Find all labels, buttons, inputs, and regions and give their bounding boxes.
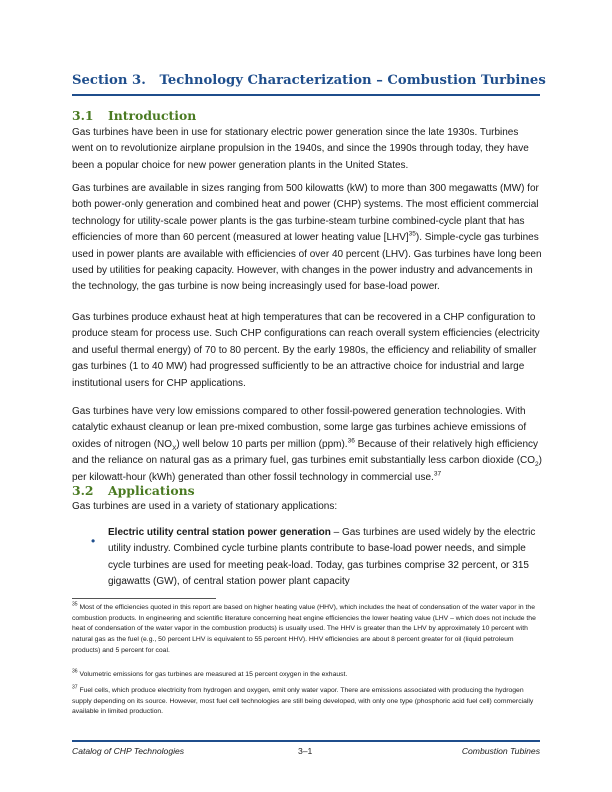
heading-number: 3.2 bbox=[72, 483, 94, 498]
section-title-rule bbox=[72, 94, 540, 96]
footer-chapter-title: Combustion Tubines bbox=[461, 746, 540, 756]
heading-number: 3.1 bbox=[72, 108, 94, 123]
section-title: Section 3. Technology Characterization – Combustion Turbines bbox=[72, 73, 546, 88]
footer-page-number: 3–1 bbox=[298, 746, 313, 756]
footer-document-title: Catalog of CHP Technologies bbox=[72, 746, 185, 756]
footnote-36: $^{36}$ Volumetric emissions for gas turbines are measured at 15 percent oxygen in the exhaust. bbox=[72, 668, 348, 678]
footer-rule bbox=[72, 740, 540, 742]
intro-paragraph-3: Gas turbines produce exhaust heat at high temperatures that can be recovered in a CHP configuration to produce steam for process use. Such CHP configurations can reach overall system efficiencies (electricity and useful thermal energy) of 70 to 80 percent. By the early 1980s, the efficiency and reliability of smaller gas turbines (1 to 40 MW) had progressed sufficiently to be an attractive choice for industrial and large institutional users for CHP applications. bbox=[72, 312, 540, 389]
footnote-35: $^{35}$ Most of the efficiencies quoted in this report are based on higher heating value (HHV), which includes the heat of condensation of the water vapor in the combustion products. In engineering and scientific literature concerning heat engine efficiencies the lower heating value (LHV – which does not include the heat of condensation of the water vapor in the combustion products) is usually used. The HHV is greater than the LHV by approximately 10 percent with natural gas as the fuel (e.g., 50 percent LHV is equivalent to 55 percent HHV). HHV efficiencies are about 8 percent greater for oil (liquid petroleum products) and 5 percent for coal. bbox=[72, 601, 536, 654]
footnote-ref-35[interactable]: 35 bbox=[408, 230, 416, 238]
bullet-lead: Electric utility central station power generation bbox=[108, 527, 331, 538]
heading-text: Applications bbox=[108, 483, 195, 498]
heading-introduction bbox=[72, 108, 542, 124]
bullet-dot-icon: • bbox=[91, 534, 96, 548]
footnote-37: $^{37}$ Fuel cells, which produce electricity from hydrogen and oxygen, emit only water vapor. There are emissions associated with producing the hydrogen supply depending on its source. However, most fuel cell technologies are still being developed, with only one type (phosphoric acid fuel cell) commercially available in limited production. bbox=[72, 684, 534, 716]
intro-paragraph-1: Gas turbines have been in use for stationary electric power generation since the late 1930s. Turbines went on to revolutionize airplane propulsion in the 1940s, and since the 1990s through today, they have been a popular choice for new power generation plants in the United States. bbox=[72, 127, 529, 171]
heading-applications bbox=[72, 483, 542, 499]
heading-text: Introduction bbox=[108, 108, 197, 123]
bullet-item-central-station: Electric utility central station power generation – Gas turbines are used widely by the electric utility industry. Combined cycle turbine plants contribute to base-load power needs, and simple cycle turbines are used for meeting peak-load. Today, gas turbines comprise 32 percent, or 315 gigawatts (GW), of central station power plant capacity bbox=[108, 527, 536, 588]
applications-paragraph-1: Gas turbines are used in a variety of stationary applications: bbox=[72, 501, 338, 512]
intro-paragraph-4: Gas turbines have very low emissions compared to other fossil-powered generation technologies. With catalytic exhaust cleanup or lean pre-mixed combustion, some large gas turbines achieve emissions of oxides of nitrogen $(NO_X)$ well below 10 parts per million (ppm).$^{36}$ Because of their relatively high efficiency and the reliance on natural gas as a primary fuel, gas turbines emit substantially less carbon dioxide $(CO_2)$ per kilowatt-hour (kWh) generated than other fossil technology in commercial use.$^{37}$ bbox=[72, 406, 542, 483]
footnote-ref-36[interactable]: 36 bbox=[347, 437, 355, 445]
footnote-separator bbox=[72, 598, 216, 599]
intro-paragraph-2: Gas turbines are available in sizes ranging from 500 kilowatts (kW) to more than 300 megawatts (MW) for both power-only generation and combined heat and power (CHP) systems. The most efficient commercial technology for utility-scale power plants is the gas turbine-steam turbine combined-cycle plant that has efficiencies of more than 60 percent (measured at lower heating value [LHV]$^{35}$). Simple-cycle gas turbines used in power plants are available with efficiencies of over 40 percent (LHV). Gas turbines have long been used by utilities for peaking capacity. However, with changes in the power industry and advancements in the technology, the gas turbine is now being increasingly used for base-load power. bbox=[72, 183, 542, 293]
footnote-ref-37[interactable]: 37 bbox=[433, 470, 442, 478]
